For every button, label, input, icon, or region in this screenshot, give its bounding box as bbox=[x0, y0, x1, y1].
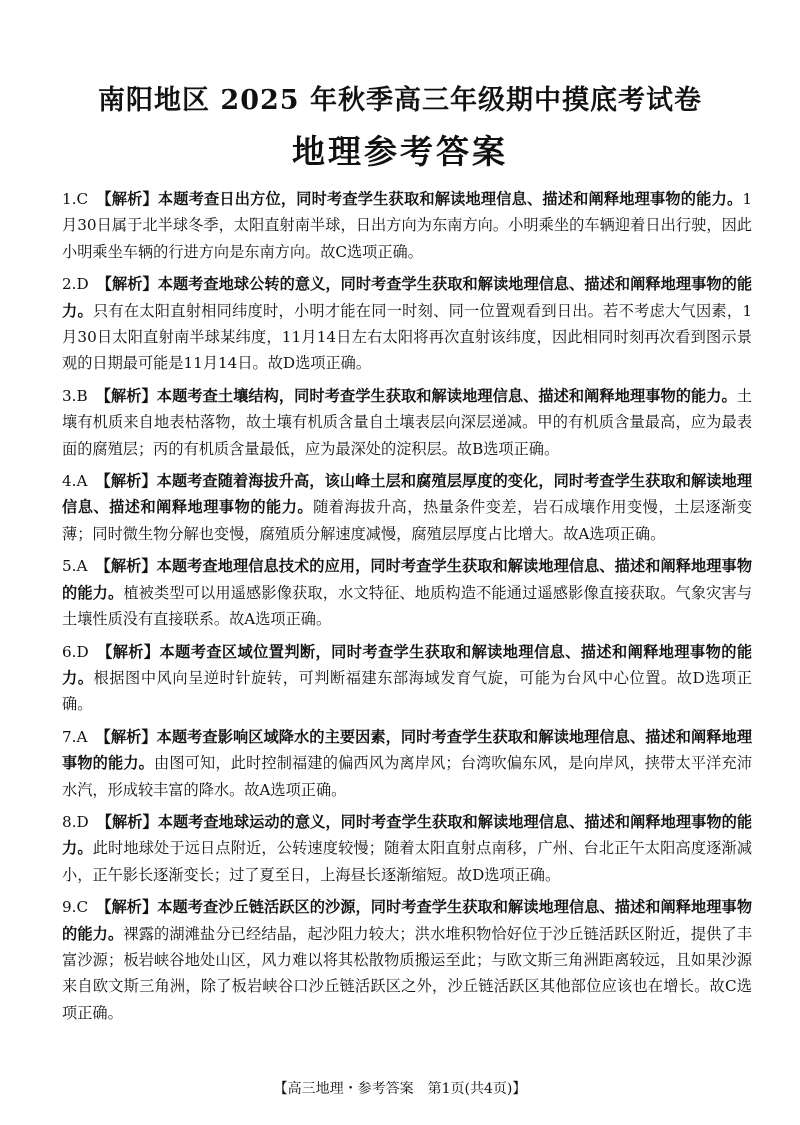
page-subtitle: 地理参考答案 bbox=[292, 132, 508, 171]
page-title: 南阳地区 2025 年秋季高三年级期中摸底考试卷 bbox=[98, 85, 702, 116]
answer-item-7 bbox=[62, 724, 752, 803]
answer-item-2 bbox=[62, 271, 752, 377]
answer-key: C bbox=[76, 190, 89, 208]
answer-item-1 bbox=[62, 186, 752, 265]
answer-list bbox=[62, 186, 752, 1032]
answer-body: 由图可知，此时控制福建的偏西风为离岸风；台湾吹偏东风，是向岸风，挟带太平洋充沛水汽，形成较丰富的降水。故A选项正确。 bbox=[62, 754, 753, 799]
answer-body: 土壤有机质来自地表枯落物，故土壤有机质含量自土壤表层向深层递减。甲的有机质含量最高，应为最表面的腐殖层；丙的有机质含量最低，应为最深处的淀积层。故B选项正确。 bbox=[62, 386, 752, 458]
answer-item-3 bbox=[62, 383, 752, 462]
answer-number: 9. bbox=[62, 898, 77, 917]
answer-number: 6. bbox=[62, 642, 77, 661]
answer-item-4 bbox=[62, 468, 752, 547]
answer-number: 4. bbox=[62, 472, 77, 491]
answer-key: D bbox=[76, 642, 89, 661]
answer-key: A bbox=[76, 727, 88, 746]
page-footer: 【高三地理・参考答案 第1页(共4页)】 bbox=[273, 1081, 527, 1097]
answer-key: D bbox=[76, 275, 89, 294]
answer-body: 只有在太阳直射相同纬度时，小明才能在同一时刻、同一位置观看到日出。若不考虑大气因素，1月30日太阳直射南半球某纬度，11月14日左右太阳将再次直射该纬度，因此相同时刻再次看到图示景观的日期最可能是11月14日。故D选项正确。 bbox=[62, 301, 753, 373]
answer-body: 裸露的湖滩盐分已经结晶，起沙阻力较大；洪水堆积物恰好位于沙丘链活跃区附近，提供了丰富沙源；板岩峡谷地处山区，风力难以将其松散物质搬运至此；与欧文斯三角洲距离较远，且如果沙源来自欧文斯三角洲，除了板岩峡谷口沙丘链活跃区之外，沙丘链活跃区其他部位应该也在增长。故C选项正确。 bbox=[62, 924, 753, 1022]
answer-lead: 【解析】本题考查土壤结构，同时考查学生获取和解读地理信息、描述和阐释地理事物的能力。 bbox=[95, 386, 737, 405]
answer-lead: 【解析】本题考查地球运动的意义，同时考查学生获取和解读地理信息、描述和阐释地理事物的能力。 bbox=[62, 812, 752, 858]
answer-lead: 【解析】本题考查影响区域降水的主要因素，同时考查学生获取和解读地理信息、描述和阐释地理事物的能力。 bbox=[62, 727, 752, 773]
answer-lead: 【解析】本题考查沙丘链活跃区的沙源，同时考查学生获取和解读地理信息、描述和阐释地理事物的能力。 bbox=[62, 898, 752, 943]
answer-lead: 【解析】本题考查日出方位，同时考查学生获取和解读地理信息、描述和阐释地理事物的能力。 bbox=[96, 190, 743, 208]
answer-key: C bbox=[76, 898, 89, 917]
answer-body: 1月30日属于北半球冬季，太阳直射南半球，日出方向为东南方向。小明乘坐的车辆迎着日出行驶，因此小明乘坐车辆的行进方向是东南方向。故C选项正确。 bbox=[62, 190, 752, 261]
answer-body: 植被类型可以用遥感影像获取，水文特征、地质构造不能通过遥感影像直接获取。气象灾害与土壤性质没有直接联系。故A选项正确。 bbox=[62, 583, 753, 629]
answer-number: 7. bbox=[62, 727, 77, 746]
answer-key: B bbox=[76, 386, 88, 405]
answer-lead: 【解析】本题考查地球公转的意义，同时考查学生获取和解读地理信息、描述和阐释地理事物的能力。 bbox=[62, 275, 752, 320]
answer-number: 8. bbox=[62, 812, 77, 831]
answer-key: D bbox=[76, 812, 89, 831]
answer-number: 5. bbox=[62, 557, 77, 576]
answer-item-8 bbox=[62, 809, 752, 888]
answer-number: 3. bbox=[62, 386, 77, 405]
answer-key: A bbox=[76, 557, 88, 576]
answer-lead: 【解析】本题考查区域位置判断，同时考查学生获取和解读地理信息、描述和阐释地理事物的能力。 bbox=[62, 642, 752, 687]
answer-number: 1. bbox=[62, 190, 77, 208]
answer-item-9 bbox=[62, 894, 752, 1026]
answer-lead: 【解析】本题考查地理信息技术的应用，同时考查学生获取和解读地理信息、描述和阐释地理事物的能力。 bbox=[62, 557, 752, 602]
answer-body: 根据图中风向呈逆时针旋转，可判断福建东部海域发育气旋，可能为台风中心位置。故D选项正确。 bbox=[62, 668, 752, 714]
answer-number: 2. bbox=[62, 275, 77, 294]
answer-lead: 【解析】本题考查随着海拔升高，该山峰土层和腐殖层厚度的变化，同时考查学生获取和解读地理信息、描述和阐释地理事物的能力。 bbox=[62, 472, 752, 517]
answer-item-6 bbox=[62, 639, 752, 718]
answer-key: A bbox=[76, 472, 88, 491]
answer-body: 此时地球处于远日点附近，公转速度较慢；随着太阳直射点南移，广州、台北正午太阳高度逐渐减小，正午影长逐渐变长；过了夏至日，上海昼长逐渐缩短。故D选项正确。 bbox=[62, 839, 753, 884]
answer-item-5 bbox=[62, 553, 752, 632]
answer-body: 随着海拔升高，热量条件变差，岩石成壤作用变慢，土层逐渐变薄；同时微生物分解也变慢，腐殖质分解速度减慢，腐殖层厚度占比增大。故A选项正确。 bbox=[62, 498, 753, 543]
